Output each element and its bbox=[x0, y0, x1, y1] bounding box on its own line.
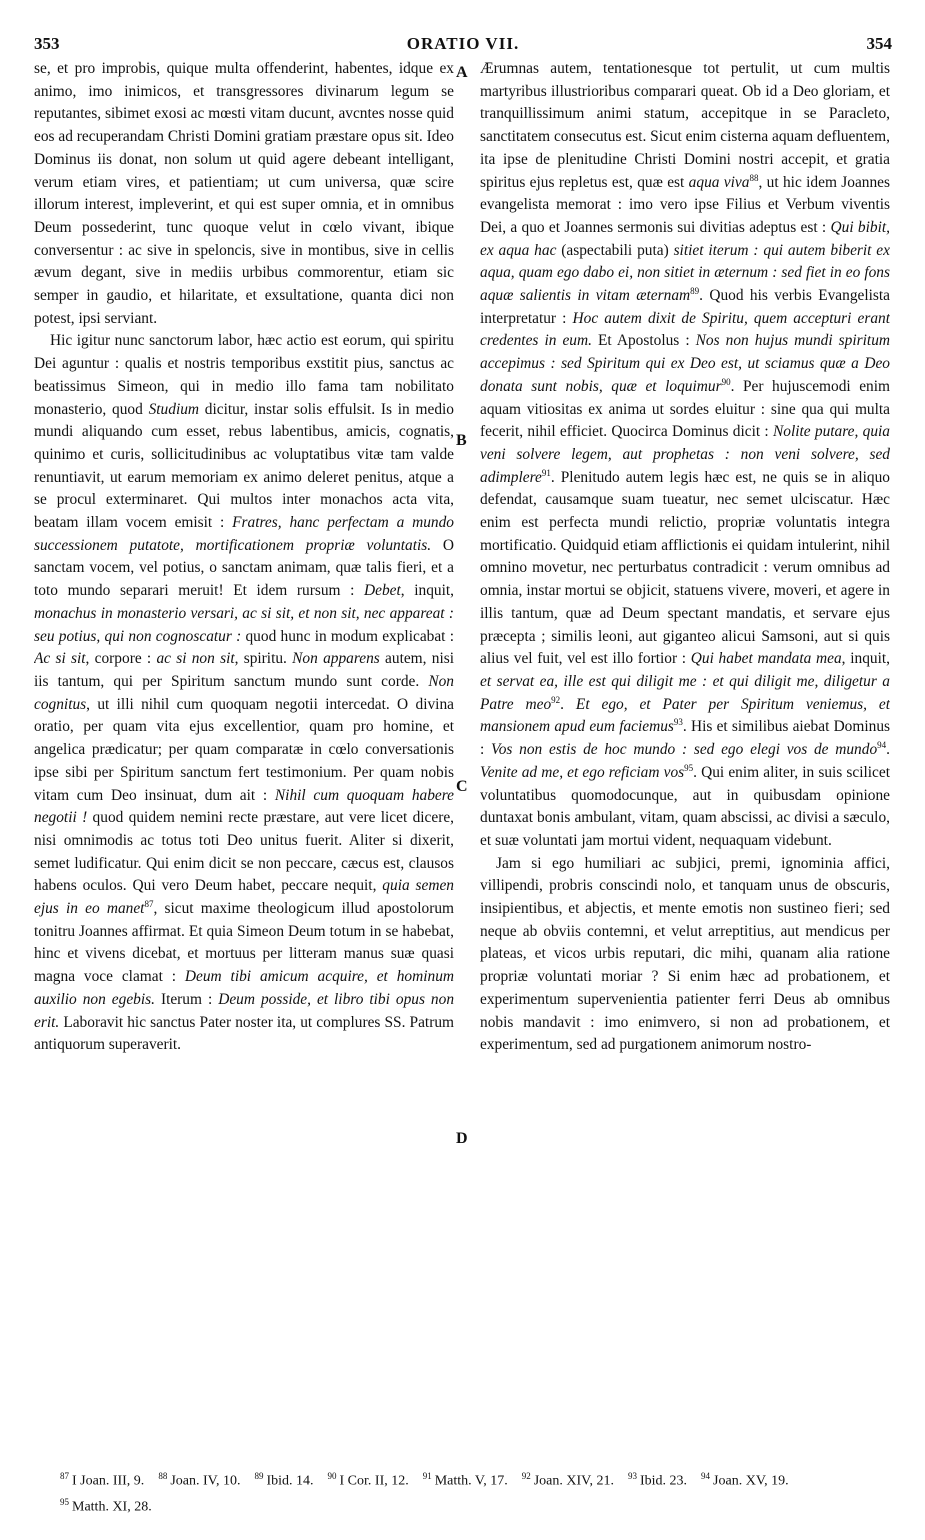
italic-quote: Non apparens bbox=[292, 650, 380, 668]
text-run: (aspectabili puta) bbox=[556, 241, 674, 259]
italic-quote: Fratres, hanc perfectam a mundo successionem putatote, mortificationem propriæ voluntatis. bbox=[34, 514, 454, 554]
page-number-right: 354 bbox=[866, 34, 892, 53]
footnote-ref: 89 bbox=[690, 285, 700, 296]
italic-quote: Qui bibit, ex aqua hac bbox=[480, 218, 890, 259]
footnote bbox=[701, 1466, 789, 1492]
footnote-text: Ibid. 14. bbox=[266, 1473, 314, 1489]
footnote-number: 90 bbox=[327, 1471, 337, 1481]
text-run: , corpore : bbox=[85, 650, 157, 668]
text-run: Hic igitur nunc sanctorum labor, hæc actio est eorum, qui spiritu Dei aguntur : qualis et nostris temporibus exstitit pius, sanctus ac beatissimus Simeon, qui in medio illo fama tam nobilitato monasterio, quod bbox=[34, 332, 454, 418]
text-run: , inquit, bbox=[400, 582, 454, 600]
text-run: se, et pro improbis, quique multa offenderint, habentes, idque ex animo, imo inimicos, et transgressores divinarum legum se reputantes, sibimet exosi ac mœsti vitam ducunt, avcntes nosse quid eos ad recuperandam Christi Domini gratiam præstare opus sit. Ideo Dominus iis donat, non solum ut quid agere debeant intelligant, verum etiam vires, et patientiam; ut cum universa, quæ scire illorum interest, impleverint, et qui est super omnia, et in omnibus Deum possederint, tunc quoque velut in cœlo vivant, ibique conversentur : ac sive in speloncis, sive in montibus, sive in cellis ævum degant, sive in mediis urbibus commorentur, etiam sic semper in gaudio, et hilaritate, et exsultatione, quanta dici non potest, ipsi serviant. bbox=[34, 60, 454, 327]
italic-quote: Vos non estis de hoc mundo : sed ego elegi vos de mundo bbox=[491, 741, 878, 759]
italic-quote: Deum tibi amicum acquire, et hominum auxilio non egebis. bbox=[34, 968, 454, 1008]
footnote-text: Joan. IV, 10. bbox=[170, 1473, 241, 1489]
left-column bbox=[34, 58, 454, 1460]
text-run: . Per hujuscemodi enim aquam vitiositas ex anima ut sordes eluitur : sine qua qui multa fecerit, nihil efficiet. Quocirca Dominus dicit : bbox=[480, 377, 890, 441]
footnote bbox=[158, 1466, 240, 1492]
footnote bbox=[628, 1466, 687, 1492]
text-run: Jam si ego humiliari ac subjici, premi, ignominia affici, villipendi, probris conscindi nolo, et tanquam unus de obscuris, insipientibus, et abjectis, et mente emotis non sustineo fieri; sed neque ab obviis contemni, et velut arreptitius, aut mendicus per plateas, et vicos urbis reputari, dic mihi, quanam alia ratione propriæ voluntati moriar ? Si enim hæc ad probationem, et experimentum supervenientia patienter ferri Deus ab omnibus nobis mandavit : imo enimvero, si non ad probationem, et experimentum, sed ad purgationem animorum nostro- bbox=[480, 854, 890, 1054]
italic-quote: Venite ad me, et ego reficiam vos bbox=[480, 763, 685, 781]
footnote-ref: 87 bbox=[144, 898, 154, 909]
paragraph bbox=[480, 58, 890, 853]
paragraph bbox=[34, 330, 454, 1057]
page-header bbox=[34, 30, 892, 58]
italic-quote: et servat ea, ille est qui diligit me : et qui diligit me, diligetur a Patre meo bbox=[480, 672, 890, 713]
footnote bbox=[328, 1466, 409, 1492]
text-run: Et Apostolus : bbox=[591, 332, 696, 350]
text-run: , inquit, bbox=[841, 650, 890, 668]
italic-quote: Nihil cum quoquam habere negotii ! bbox=[34, 786, 454, 827]
italic-quote: Studium bbox=[148, 400, 200, 418]
italic-quote: quia semen ejus in eo manet bbox=[34, 877, 454, 918]
paragraph bbox=[480, 853, 890, 1057]
text-run: . bbox=[886, 741, 890, 759]
footnote-text: Joan. XV, 19. bbox=[713, 1473, 789, 1489]
margin-marker-a: A bbox=[456, 64, 468, 81]
text-run: dicitur, instar solis effulsit. Is in medio mundi aliquando cum esset, rebus labentibus, amicis, cognatis, quinimo et curis, sollicitudinibus ac voluptatibus vitæ tam valde renuntiavit, ut earum memoriam ex animo deleret penitus, atque a se procul exterminaret. Qui multos inter monachos acta vita, beatam illam vocem emisit : bbox=[34, 400, 454, 532]
margin-marker-c: C bbox=[456, 778, 468, 795]
footnote-ref: 94 bbox=[877, 739, 887, 750]
footnote-number: 92 bbox=[521, 1471, 531, 1481]
footnote bbox=[60, 1492, 152, 1518]
text-run: autem, nisi iis tantum, qui per Spiritum sanctum mundo sunt corde. bbox=[34, 650, 454, 690]
footnote bbox=[423, 1466, 508, 1492]
footnote-ref: 92 bbox=[551, 694, 561, 705]
text-run: . Qui enim aliter, in suis scilicet voluntatibus quomodocunque, aut in quibusdam opinione duntaxat bonis ambulant, vitam, quam abscissi, ac divisi a sæculo, et suæ voluntati jam mortui vident, nequaquam videbunt. bbox=[480, 763, 890, 849]
footnote-number: 91 bbox=[422, 1471, 432, 1481]
paragraph bbox=[34, 58, 454, 330]
italic-quote: Debet bbox=[364, 582, 401, 600]
italic-quote: Ac si sit bbox=[34, 650, 86, 668]
footnote-text: I Cor. II, 12. bbox=[339, 1473, 409, 1489]
italic-quote: monachus in monasterio versari, ac si sit, et non sit, nec appareat : seu potius, qui non cognoscatur : bbox=[34, 604, 454, 645]
footnote-ref: 90 bbox=[721, 376, 731, 387]
running-title: ORATIO VII. bbox=[406, 34, 520, 53]
footnote-number: 94 bbox=[701, 1471, 711, 1481]
text-run: , sicut maxime theologicum illud apostolorum tonitru Joannes affirmat. Et quia Simeon Deum totum in se habebat, hinc et vivens dicebat, et mortuus per litteram manus suæ quasi magna voce clamat : bbox=[34, 900, 454, 986]
right-column bbox=[480, 58, 890, 1460]
text-run: , ut hic idem Joannes evangelista memorat : imo vero ipse Filius et Verbum viventis Dei, a quo et Joannes sermonis sui divitias adeptus est : bbox=[480, 173, 890, 236]
text-run: . His et similibus aiebat Dominus : bbox=[480, 718, 890, 759]
italic-quote: ac si non sit bbox=[156, 650, 235, 668]
text-run: . Quod his verbis Evangelista interpretatur : bbox=[480, 287, 890, 327]
text-run: . bbox=[560, 695, 576, 713]
footnote bbox=[522, 1466, 614, 1492]
footnote bbox=[254, 1466, 313, 1492]
italic-quote: Nolite putare, quia veni solvere legem, aut prophetas : non veni solvere, sed adimplere bbox=[480, 423, 890, 486]
text-run: Ærumnas autem, tentationesque tot pertulit, ut cum multis martyribus illustrioribus comparari queat. Ob id a Deo gloriam, et tranquillissimum animi statum, accepitque in se Paracleto, sanctitatem consecutus est. Sicut enim cisterna aquam defluentem, ita ipse de plenitudine Christi Domini nostri accepit, et gratia spiritus ejus repletus est, quæ est bbox=[480, 60, 890, 191]
footnote-number: 89 bbox=[254, 1471, 264, 1481]
footnote-ref: 95 bbox=[684, 762, 694, 773]
text-run: quod quidem nemini recte præstare, aut vere licet dicere, nisi omnimodis ac totus toti Deo unitus fuerit. Aliter si dixerit, semet ludificatur. Qui enim dicit se non peccare, cæcus est, clausos habens oculos. Qui vero Deum habet, peccare nequit, bbox=[34, 809, 454, 895]
footnote-number: 93 bbox=[627, 1471, 637, 1481]
margin-marker-d: D bbox=[456, 1130, 468, 1147]
footnote-ref: 91 bbox=[541, 467, 551, 478]
text-run: Laboravit hic sanctus Pater noster ita, ut complures SS. Patrum antiquorum superaverit. bbox=[34, 1013, 454, 1054]
text-run: Iterum : bbox=[154, 990, 219, 1008]
footnote-text: Ibid. 23. bbox=[639, 1473, 688, 1489]
footnote-number: 87 bbox=[60, 1471, 69, 1481]
footnote-text: Matth. V, 17. bbox=[434, 1473, 508, 1489]
italic-quote: Qui habet mandata mea bbox=[690, 650, 842, 668]
italic-quote: Nos non hujus mundi spiritum accepimus : sed Spiritum qui ex Deo est, ut sciamus quæ a Deo donata sunt nobis, quæ et loquimur bbox=[480, 332, 890, 395]
footnotes bbox=[60, 1466, 890, 1517]
footnote-number: 88 bbox=[158, 1471, 168, 1481]
italic-quote: sitiet iterum : qui autem biberit ex aqua, quam ego dabo ei, non sitiet in æternum : sed fiet in eo fons aquæ salientis in vitam æternam bbox=[480, 241, 890, 305]
footnote-ref: 93 bbox=[673, 717, 683, 728]
text-run: , spiritu. bbox=[234, 650, 293, 668]
margin-marker-b: B bbox=[456, 432, 467, 449]
footnote-text: Joan. XIV, 21. bbox=[533, 1473, 614, 1489]
italic-quote: Et ego, et Pater per Spiritum veniemus, et mansionem apud eum faciemus bbox=[480, 695, 890, 736]
italic-quote: Non cognitus bbox=[34, 672, 454, 713]
italic-quote: Deum posside, et libro tibi opus non erit. bbox=[34, 990, 454, 1031]
text-run: . Plenitudo autem legis hæc est, ne quis se in aliquo defendat, causamque suam tueatur, nec semet ulciscatur. Hæc enim est perfecta mundi relictio, propriæ voluntatis integra mortificatio. Quidquid etiam afflictionis ei quidam intulerint, nihil omnino movetur, nec perturbatus contradicit : verum omnibus ad omnia, instar mortui se objicit, statuens vivere, moveri, et agere in illis tantum, quæ ad Deum spectant mandatis, et servare ejus præcepta ; similis leoni, aut giganteo alicui Samsoni, aut si quis alius vel fuit, vel est illo fortior : bbox=[480, 468, 890, 668]
text-run: O sanctam vocem, vel potius, o sanctam animam, quæ talis fieri, et a toto mundo separari meruit! Et idem rursum : bbox=[34, 536, 454, 600]
footnote-text: I Joan. III, 9. bbox=[72, 1473, 145, 1489]
page-number-left: 353 bbox=[34, 34, 60, 53]
footnote-ref: 88 bbox=[749, 172, 759, 183]
footnote-text: Matth. XI, 28. bbox=[72, 1499, 152, 1515]
footnote-number: 95 bbox=[60, 1496, 69, 1507]
text-run: quod hunc in modum explicabat : bbox=[241, 627, 454, 645]
italic-quote: aqua viva bbox=[688, 173, 750, 191]
footnote bbox=[60, 1466, 144, 1492]
text-run: , ut illi nihil cum quoquam negotii intercedat. O divina oratio, per quam vita ejus excellentior, quam pro homine, et angelica prædicatur; per quam comparatæ in cœlo conversationis ipse sibi per Spiritum sanctum fert testimonium. Per quam nobis vitam cum Deo insinuat, dum ait : bbox=[34, 695, 454, 804]
italic-quote: Hoc autem dixit de Spiritu, quem accepturi erant credentes in eum. bbox=[480, 309, 890, 350]
